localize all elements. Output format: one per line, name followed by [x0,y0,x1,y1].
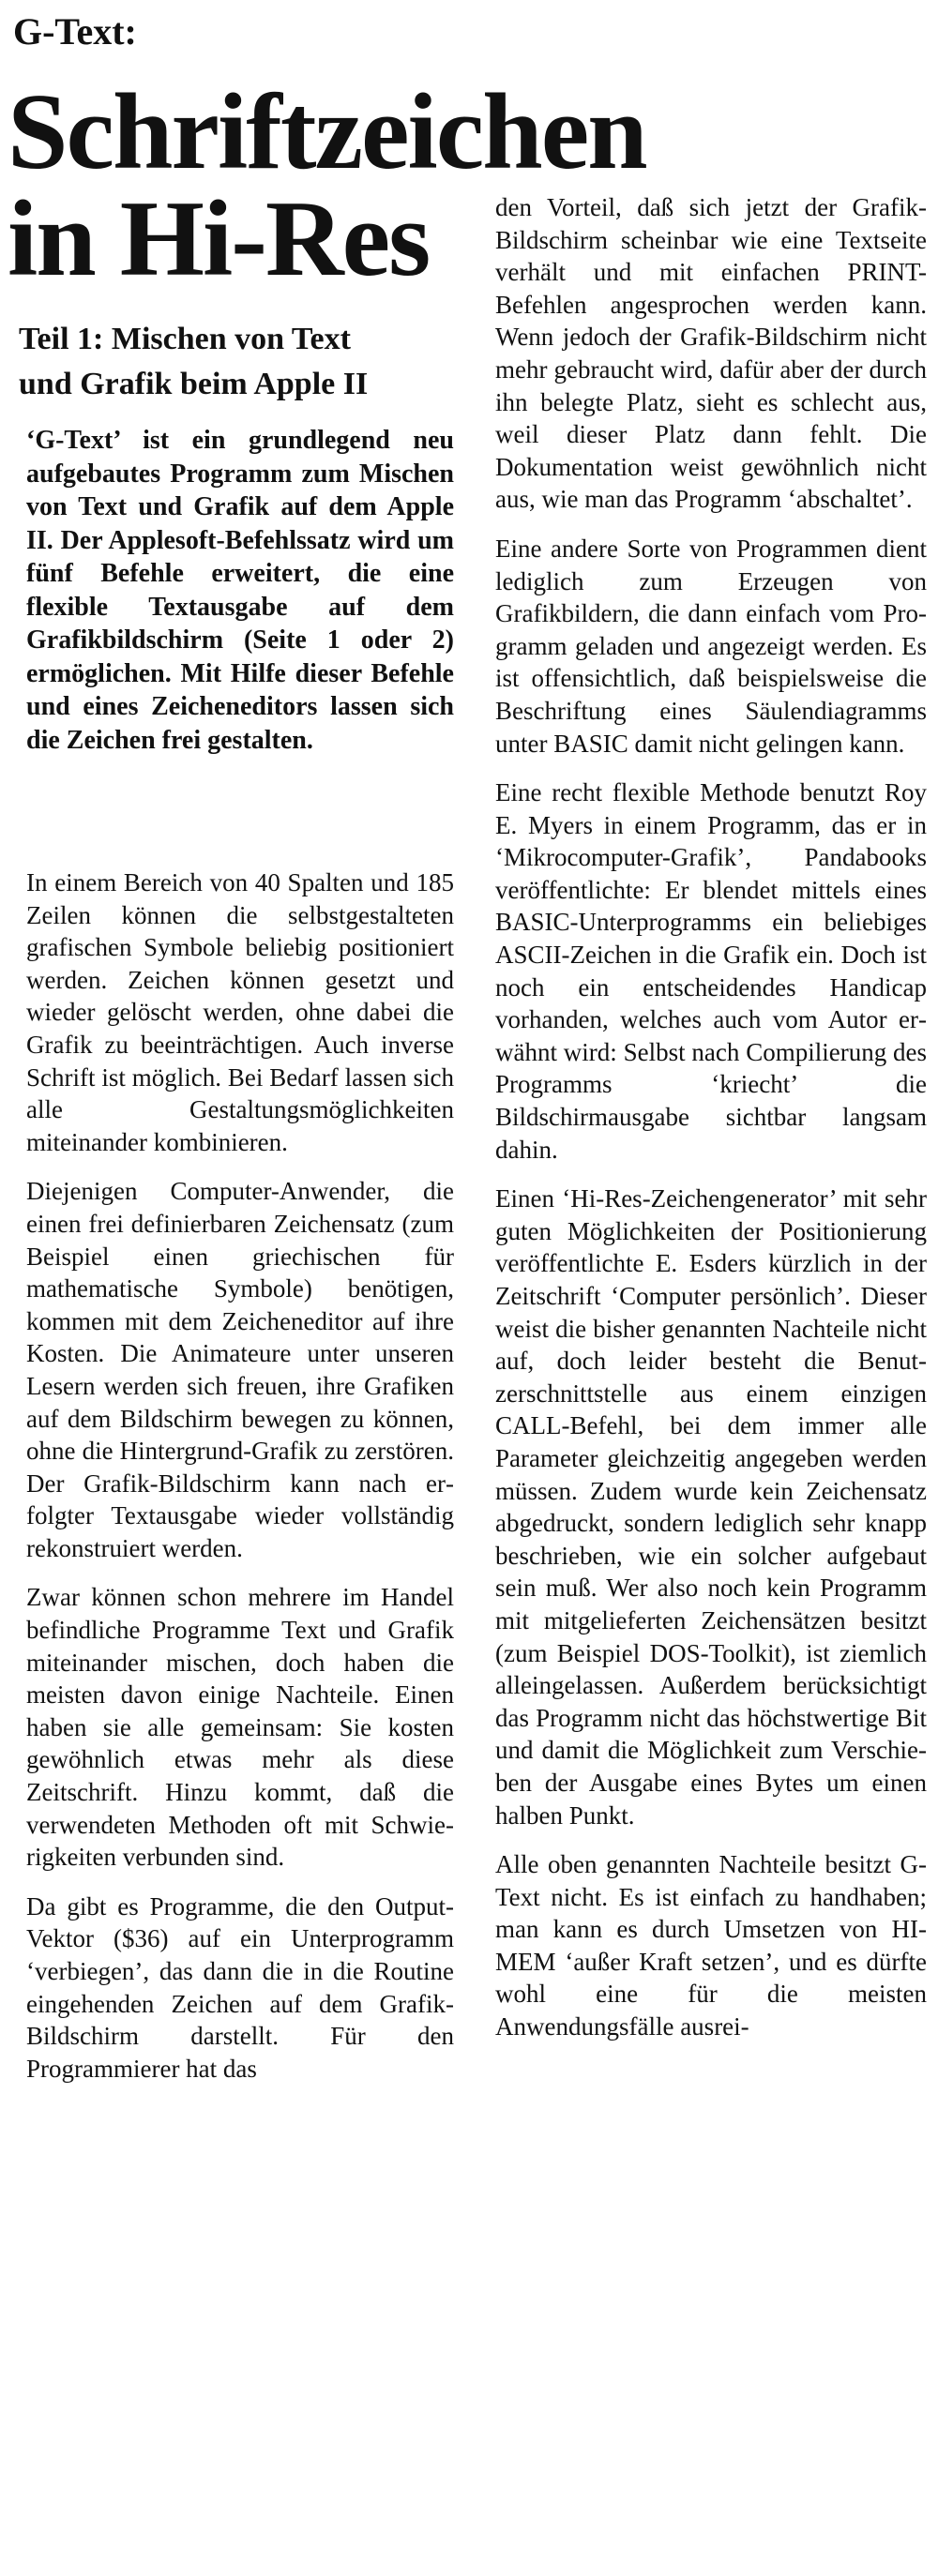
body-paragraph: Diejenigen Computer-Anwender, die einen frei definierbaren Zeichensatz (zum Beispiel einen griechischen für mathematische Symbole) benötigen, kommen mit dem Zeicheneditor auf ihre Kosten. Die Animateure unter unseren Lesern werden sich freuen, ihre Grafiken auf dem Bildschirm bewegen zu können, ohne die Hintergrund-Grafik zu zerstören. Der Grafik-Bildschirm kann nach erfolgter Textausgabe wieder vollständig rekonstruiert werden. [26,1177,454,1562]
right-column [495,191,927,2060]
body-paragraph: den Vorteil, daß sich jetzt der Grafik-Bildschirm scheinbar wie eine Textseite verhält und mit einfachen PRINT-Befehlen angesprochen werden kann. Wenn jedoch der Grafik-Bildschirm nicht mehr gebraucht wird, dafür aber der durch ihn belegte Platz, sieht es schlecht aus, weil dieser Platz dann fehlt. Die Dokumentation weist gewöhnlich nicht aus, wie man das Programm ‘abschaltet’. [495,193,927,514]
headline-line-2: in Hi-Res [8,179,430,299]
headline [8,72,646,299]
subtitle-line-2: und Grafik beim Apple II [19,367,369,401]
body-paragraph: Eine recht flexible Methode benutzt Roy E. Myers in einem Programm, das er in ‘Mikrocomputer-Grafik’, Pandabooks veröffentlichte: Er blendet mittels eines BASIC-Unterprogramms ein beliebiges ASCII-Zeichen in die Grafik ein. Doch ist noch ein entscheidendes Handicap vorhanden, welches auch vom Autor erwähnt wird: Selbst nach Compilierung des Programms ‘kriecht’ die Bildschirmausgabe sichtbar langsam dahin. [495,778,927,1164]
body-paragraph: Alle oben genannten Nachteile besitzt G-Text nicht. Es ist einfach zu handhaben; man kann es durch Umsetzen von HIMEM ‘außer Kraft setzen’, und es dürfte wohl eine für die meisten Anwendungsfälle ausrei- [495,1850,927,2041]
subtitle [19,317,488,407]
body-paragraph: In einem Bereich von 40 Spalten und 185 Zeilen können die selbstgestalteten grafischen Symbole beliebig positioniert werden. Zeichen können gesetzt und wieder gelöscht werden, ohne dabei die Grafik zu beeinträchtigen. Auch inverse Schrift ist möglich. Bei Bedarf lassen sich alle Gestaltungsmöglichkeiten miteinander kombinieren. [26,868,454,1156]
body-paragraph: Einen ‘Hi-Res-Zeichengenerator’ mit sehr guten Möglichkeiten der Positionierung veröffentlichte E. Esders kürzlich in der Zeitschrift ‘Computer persönlich’. Dieser weist die bisher genannten Nachteile nicht auf, doch leider besteht die Benutzerschnittstelle aus einem einzigen CALL-Befehl, bei dem immer alle Parameter gleichzeitig angegeben werden müssen. Zudem wurde kein Zeichensatz abgedruckt, sondern lediglich sehr knapp beschrieben, wie ein solcher aufgebaut sein muß. Wer also noch kein Programm mit mitgelieferten Zeichensätzen besitzt (zum Beispiel DOS-Toolkit), ist ziemlich alleingelassen. Außerdem berücksichtigt das Programm nicht das höchstwertige Bit und damit die Möglichkeit zum Verschieben der Ausgabe eines Bytes um einen halben Punkt. [495,1184,927,1830]
body-paragraph: Eine andere Sorte von Programmen dient lediglich zum Erzeugen von Grafikbildern, die dann einfach vom Programm geladen und angezeigt werden. Es ist offensichtlich, daß beispielsweise die Beschriftung eines Säulendiagramms unter BASIC damit nicht gelingen kann. [495,534,927,758]
lead-paragraph: ‘G-Text’ ist ein grundlegend neu aufgebautes Programm zum Mischen von Text und Grafik auf dem Apple II. Der Applesoft-Befehlssatz wird um fünf Befehle erweitert, die eine flexible Textausgabe auf dem Grafikbildschirm (Seite 1 oder 2) ermöglichen. Mit Hilfe dieser Befehle und eines Zeicheneditors lassen sich die Zeichen frei gestalten. [26,426,454,755]
subtitle-line-1: Teil 1: Mischen von Text [19,322,351,356]
section-kicker: G-Text: [13,10,137,53]
headline-line-1: Schriftzeichen [8,72,646,192]
left-column [26,866,454,2101]
body-paragraph: Da gibt es Programme, die den Output-Vektor ($36) auf ein Unterprogramm ‘verbiegen’, das dann die in die Routine eingehenden Zeichen auf dem Grafik-Bildschirm darstellt. Für den Programmierer hat das [26,1891,454,2083]
body-paragraph: Zwar können schon mehrere im Handel befindliche Programme Text und Grafik miteinander mischen, doch haben die meisten davon einige Nachteile. Einen haben sie alle gemeinsam: Sie kosten gewöhnlich etwas mehr als diese Zeitschrift. Hinzu kommt, daß die verwendeten Methoden oft mit Schwierigkeiten verbunden sind. [26,1583,454,1872]
